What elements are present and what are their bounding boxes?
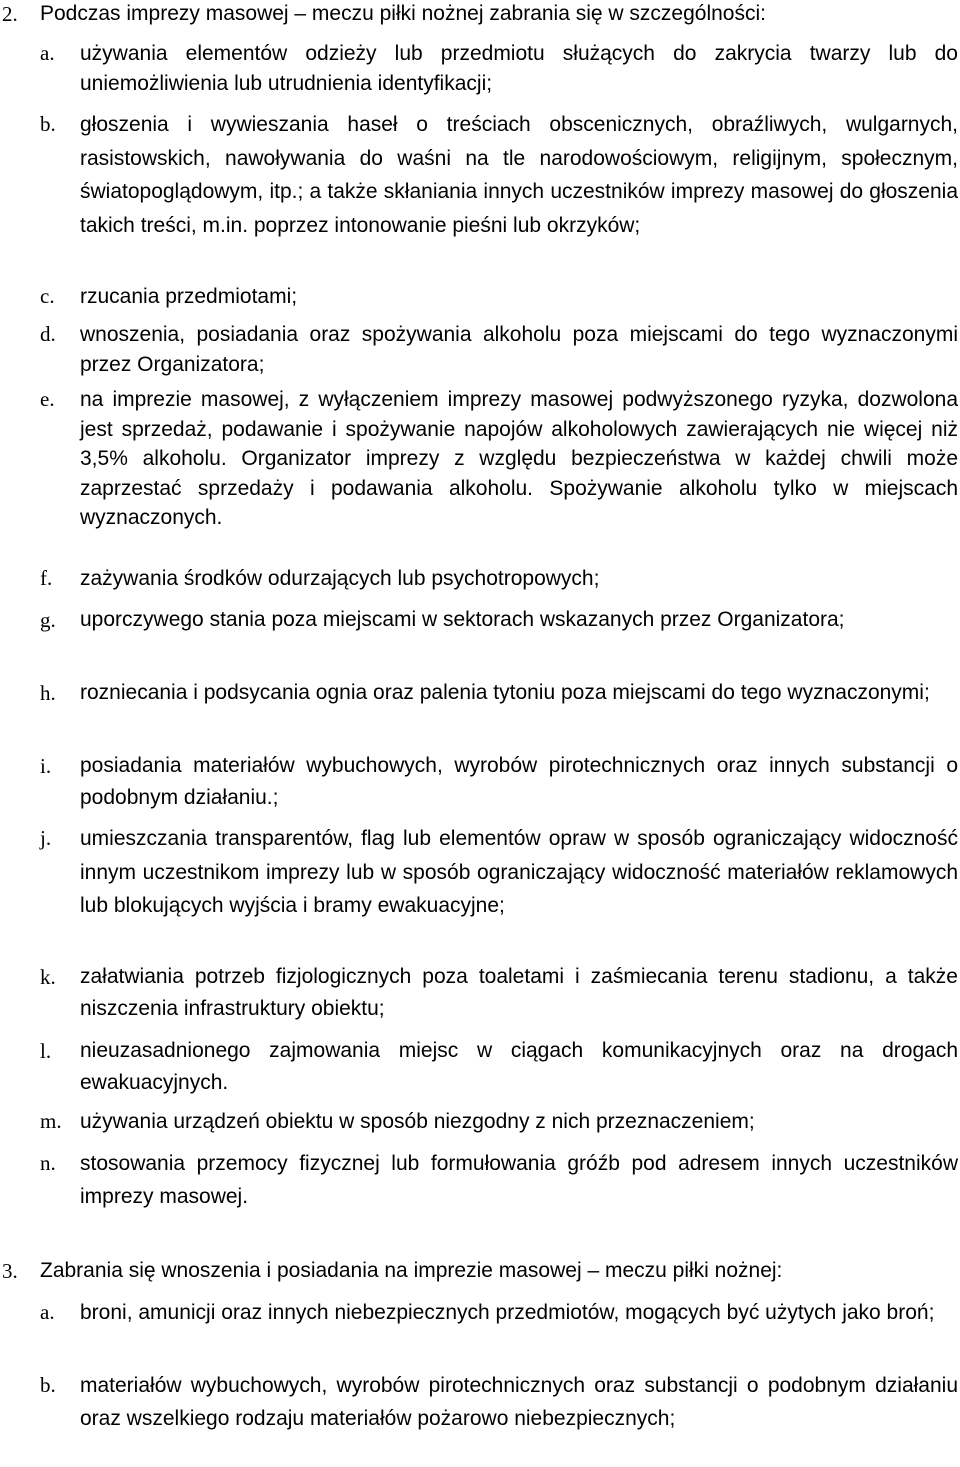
item-2k [0,961,960,1025]
item-text: na imprezie masowej, z wyłączeniem imprezy masowej podwyższonego ryzyka, dozwolona jest sprzedaż, podawanie i spożywanie napojów alkoholowych zawierających nie więcej niż 3,5% alkoholu. Organizator imprezy z względu bezpieczeństwa w każdej chwili może zaprzestać sprzedaży i podawania alkoholu. Spożywanie alkoholu tylko w miejscach wyznaczonych. [80,388,958,529]
item-letter: a. [40,1300,55,1324]
section-heading [0,1257,960,1285]
item-letter: h. [40,681,56,705]
item-2m [0,1107,960,1137]
item-text: umieszczania transparentów, flag lub elementów opraw w sposób ograniczający widoczność innym uczestnikom imprezy lub w sposób ograniczający widoczność materiałów reklamowych lub blokujących wyjścia i bramy ewakuacyjne; [80,827,958,917]
item-text: stosowania przemocy fizycznej lub formułowania gróźb pod adresem innych uczestników imprezy masowej. [80,1152,958,1208]
item-2n [0,1147,960,1213]
section-number: 3. [2,1259,18,1283]
item-text: wnoszenia, posiadania oraz spożywania alkoholu poza miejscami do tego wyznaczonymi przez Organizatora; [80,323,958,376]
item-text: nieuzasadnionego zajmowania miejsc w ciągach komunikacyjnych oraz na drogach ewakuacyjnych. [80,1039,958,1094]
item-text: broni, amunicji oraz innych niebezpiecznych przedmiotów, mogących być użytych jako broń; [80,1301,935,1324]
item-2a [0,39,960,98]
item-2f [0,564,960,594]
item-2l [0,1035,960,1099]
item-3a [0,1296,960,1329]
item-3b [0,1369,960,1435]
item-text: załatwiania potrzeb fizjologicznych poza toaletami i zaśmiecania terenu stadionu, a także niszczenia infrastruktury obiektu; [80,965,958,1020]
section-heading-text: Podczas imprezy masowej – meczu piłki nożnej zabrania się w szczególności: [40,2,766,25]
item-letter: k. [40,965,56,989]
item-text: zażywania środków odurzających lub psychotropowych; [80,567,600,590]
item-2c [0,282,960,312]
section-3 [0,1257,960,1285]
item-letter: a. [40,41,55,65]
item-2i [0,750,960,814]
item-text: uporczywego stania poza miejscami w sektorach wskazanych przez Organizatora; [80,608,845,631]
item-letter: f. [40,566,53,590]
item-text: używania urządzeń obiektu w sposób niezgodny z nich przeznaczeniem; [80,1110,755,1133]
item-2d [0,320,960,379]
item-letter: e. [40,387,55,411]
section-heading-text: Zabrania się wnoszenia i posiadania na imprezie masowej – meczu piłki nożnej: [40,1259,783,1282]
item-2h [0,677,960,709]
item-text: używania elementów odzieży lub przedmiotu służących do zakrycia twarzy lub do uniemożliwienia lub utrudnienia identyfikacji; [80,42,958,95]
section-heading [0,0,960,28]
item-text: materiałów wybuchowych, wyrobów pirotechnicznych oraz substancji o podobnym działaniu oraz wszelkiego rodzaju materiałów pożarowo niebezpiecznych; [80,1374,958,1430]
item-letter: g. [40,608,56,632]
item-letter: b. [40,112,56,136]
item-text: rzucania przedmiotami; [80,285,298,308]
item-letter: j. [40,826,52,850]
item-2j [0,822,960,923]
section-2 [0,0,960,28]
item-text: posiadania materiałów wybuchowych, wyrobów pirotechnicznych oraz innych substancji o podobnym działaniu.; [80,754,958,809]
item-letter: c. [40,284,55,308]
item-letter: l. [40,1039,52,1063]
item-letter: b. [40,1373,56,1397]
item-text: głoszenia i wywieszania haseł o treściach obscenicznych, obraźliwych, wulgarnych, rasistowskich, nawoływania do waśni na tle narodowościowym, religijnym, społecznym, światopoglądowym, itp.; a także skłaniania innych uczestników imprezy masowej do głoszenia takich treści, m.in. poprzez intonowanie pieśni lub okrzyków; [80,113,958,237]
item-letter: n. [40,1151,56,1175]
item-2g [0,604,960,636]
item-letter: d. [40,322,56,346]
item-2b [0,108,960,242]
item-letter: m. [40,1109,62,1133]
item-letter: i. [40,754,52,778]
item-text: rozniecania i podsycania ognia oraz palenia tytoniu poza miejscami do tego wyznaczonymi; [80,681,930,704]
item-2e [0,385,960,533]
section-number: 2. [2,2,18,26]
